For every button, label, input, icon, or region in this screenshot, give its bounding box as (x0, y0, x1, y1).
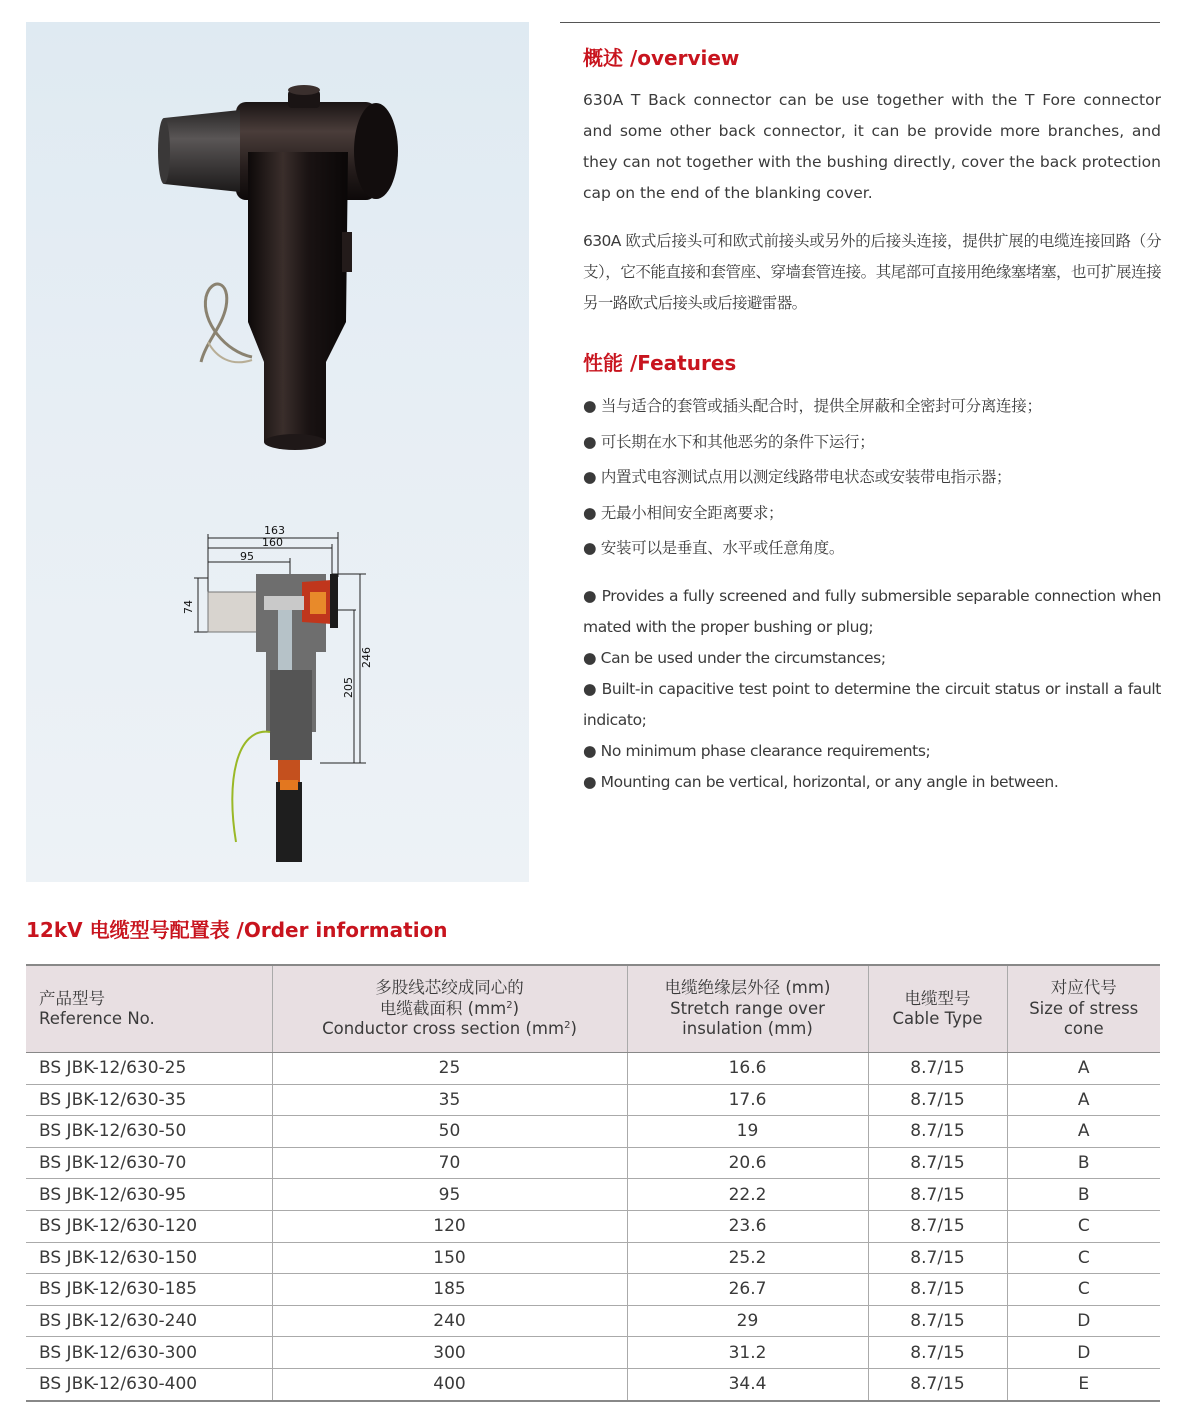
cell-insulation: 22.2 (627, 1179, 868, 1211)
cell-reference: BS JBK-12/630-240 (26, 1305, 272, 1337)
dimension-drawing (26, 482, 529, 882)
overview-text-cn: 630A 欧式后接头可和欧式前接头或另外的后接头连接，提供扩展的电缆连接回路（分支），它不能直接和套管座、穿墙套管连接。其尾部可直接用绝缘塞堵塞，也可扩展连接另一路欧式后接头或后接避雷器。 (583, 232, 1161, 312)
table-row (26, 1368, 1160, 1400)
dim-160: 160 (262, 536, 283, 549)
cell-cable-type: 8.7/15 (868, 1179, 1007, 1211)
cell-insulation: 19 (627, 1116, 868, 1148)
cell-stress-cone: E (1007, 1368, 1160, 1400)
header-reference: 产品型号 Reference No. (26, 965, 272, 1053)
table-row (26, 1147, 1160, 1179)
product-image-panel (26, 22, 529, 882)
cell-conductor: 25 (272, 1053, 627, 1085)
cell-stress-cone: A (1007, 1116, 1160, 1148)
dim-205: 205 (342, 677, 355, 698)
cell-stress-cone: B (1007, 1179, 1160, 1211)
table-row (26, 1242, 1160, 1274)
table-header-row (26, 965, 1160, 1053)
cell-cable-type: 8.7/15 (868, 1116, 1007, 1148)
features-list-en (583, 581, 1161, 798)
cell-insulation: 23.6 (627, 1210, 868, 1242)
cell-reference: BS JBK-12/630-95 (26, 1179, 272, 1211)
dim-74: 74 (182, 600, 195, 614)
header-cable-type: 电缆型号 Cable Type (868, 965, 1007, 1053)
order-title: 12kV 电缆型号配置表 /Order information (26, 918, 448, 942)
feature-item: ● Built-in capacitive test point to determine the circuit status or install a fault indicato; (583, 680, 1161, 729)
cell-insulation: 17.6 (627, 1084, 868, 1116)
table-row (26, 1179, 1160, 1211)
feature-item: ● 当与适合的套管或插头配合时，提供全屏蔽和全密封可分离连接； (583, 397, 1042, 415)
cell-stress-cone: A (1007, 1053, 1160, 1085)
table-row (26, 1053, 1160, 1085)
cell-conductor: 240 (272, 1305, 627, 1337)
table-row (26, 1116, 1160, 1148)
cell-stress-cone: D (1007, 1305, 1160, 1337)
feature-item: ● No minimum phase clearance requirements; (583, 742, 931, 760)
feature-item: ● 可长期在水下和其他恶劣的条件下运行； (583, 432, 875, 451)
cell-stress-cone: C (1007, 1274, 1160, 1306)
cell-cable-type: 8.7/15 (868, 1210, 1007, 1242)
order-table (26, 964, 1160, 1402)
cell-reference: BS JBK-12/630-400 (26, 1368, 272, 1400)
feature-item: ● Mounting can be vertical, horizontal, or any angle in between. (583, 773, 1059, 791)
cell-conductor: 50 (272, 1116, 627, 1148)
connector-photo (26, 22, 529, 482)
table-row (26, 1084, 1160, 1116)
cell-cable-type: 8.7/15 (868, 1274, 1007, 1306)
cell-cable-type: 8.7/15 (868, 1368, 1007, 1400)
overview-text-en: 630A T Back connector can be use together with the T Fore connector and some other back connector, it can be provide more branches, and they can not together with the bushing directly, cover the back protection cap on the end of the blanking cover. (583, 91, 1161, 202)
features-title: 性能 /Features (583, 351, 737, 375)
table-row (26, 1305, 1160, 1337)
feature-item: ● 内置式电容测试点用以测定线路带电状态或安装带电指示器； (583, 468, 1012, 486)
cell-reference: BS JBK-12/630-50 (26, 1116, 272, 1148)
cell-stress-cone: C (1007, 1242, 1160, 1274)
cell-insulation: 29 (627, 1305, 868, 1337)
cell-stress-cone: D (1007, 1337, 1160, 1369)
order-table-body (26, 1053, 1160, 1401)
cell-conductor: 70 (272, 1147, 627, 1179)
feature-item: ● Provides a fully screened and fully submersible separable connection when mated with the proper bushing or plug; (583, 587, 1161, 636)
cell-reference: BS JBK-12/630-150 (26, 1242, 272, 1274)
top-divider (560, 22, 1160, 23)
dim-246: 246 (360, 647, 373, 668)
cell-conductor: 400 (272, 1368, 627, 1400)
header-conductor: 多股线芯绞成同心的 电缆截面积 $(mm^2)$ Conductor cross section $(mm^2)$ (272, 965, 627, 1053)
header-insulation: 电缆绝缘层外径 (mm) Stretch range over insulation (mm) (627, 965, 868, 1053)
cell-cable-type: 8.7/15 (868, 1053, 1007, 1085)
cell-cable-type: 8.7/15 (868, 1242, 1007, 1274)
cell-insulation: 31.2 (627, 1337, 868, 1369)
cell-insulation: 25.2 (627, 1242, 868, 1274)
cell-cable-type: 8.7/15 (868, 1305, 1007, 1337)
table-row (26, 1274, 1160, 1306)
cell-cable-type: 8.7/15 (868, 1337, 1007, 1369)
cell-stress-cone: B (1007, 1147, 1160, 1179)
cell-conductor: 95 (272, 1179, 627, 1211)
feature-item: ● Can be used under the circumstances; (583, 649, 886, 667)
cell-conductor: 35 (272, 1084, 627, 1116)
table-row (26, 1337, 1160, 1369)
cell-reference: BS JBK-12/630-25 (26, 1053, 272, 1085)
feature-item: ● 无最小相间安全距离要求； (583, 503, 784, 522)
cell-reference: BS JBK-12/630-120 (26, 1210, 272, 1242)
table-row (26, 1210, 1160, 1242)
cell-conductor: 120 (272, 1210, 627, 1242)
cell-insulation: 34.4 (627, 1368, 868, 1400)
cell-reference: BS JBK-12/630-35 (26, 1084, 272, 1116)
overview-title: 概述 /overview (583, 46, 740, 70)
cell-insulation: 26.7 (627, 1274, 868, 1306)
cell-cable-type: 8.7/15 (868, 1147, 1007, 1179)
cell-conductor: 300 (272, 1337, 627, 1369)
cell-stress-cone: C (1007, 1210, 1160, 1242)
cell-reference: BS JBK-12/630-70 (26, 1147, 272, 1179)
cell-cable-type: 8.7/15 (868, 1084, 1007, 1116)
dim-95: 95 (240, 550, 254, 563)
feature-item: ● 安装可以是垂直、水平或任意角度。 (583, 539, 845, 557)
cell-stress-cone: A (1007, 1084, 1160, 1116)
cell-insulation: 16.6 (627, 1053, 868, 1085)
header-stress-cone: 对应代号 Size of stress cone (1007, 965, 1160, 1053)
cell-conductor: 185 (272, 1274, 627, 1306)
features-list-cn (583, 389, 1161, 567)
cell-reference: BS JBK-12/630-300 (26, 1337, 272, 1369)
cell-conductor: 150 (272, 1242, 627, 1274)
cell-insulation: 20.6 (627, 1147, 868, 1179)
cell-reference: BS JBK-12/630-185 (26, 1274, 272, 1306)
dim-163: 163 (264, 524, 285, 537)
